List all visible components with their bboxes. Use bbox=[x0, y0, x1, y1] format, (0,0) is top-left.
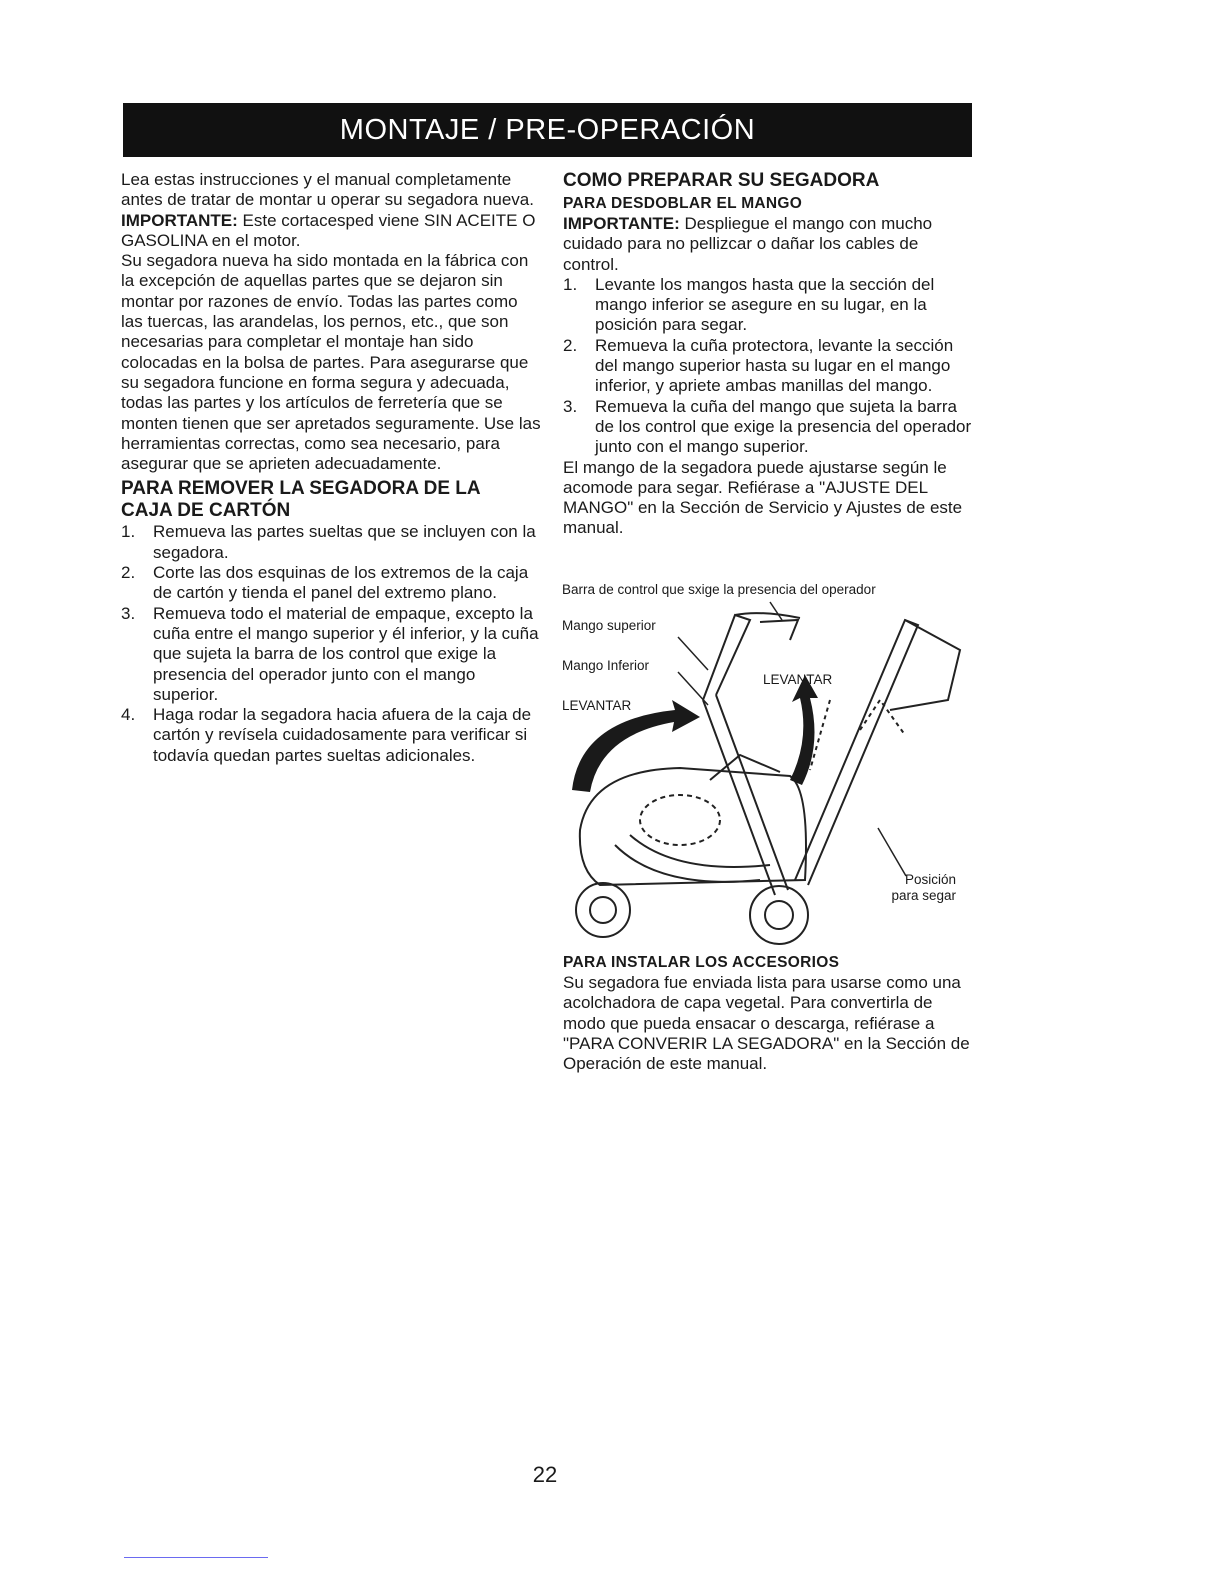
step-number: 2. bbox=[563, 335, 578, 355]
list-item bbox=[121, 563, 541, 604]
subheading-accessories: PARA INSTALAR LOS ACCESORIOS bbox=[563, 954, 840, 971]
body-paragraph: Su segadora nueva ha sido montada en la fábrica con la excepción de aquellas partes que se dejaron sin montar por razones de envío. Todas las partes como las tuercas, las arandelas, los pernos, etc., que son necesarias para completar el montaje han sido colocadas en la bolsa de partes. Para asegurarse que su segadora funcione en forma segura y adecuada, todas las partes y los artículos de ferretería que se monten tienen que ser apretados seguramente. Use las herramientas correctas, como sea necesario, para asegurar que se aprieten adecuadamente. bbox=[121, 251, 541, 474]
mower-deck bbox=[580, 768, 806, 885]
front-wheel bbox=[750, 886, 808, 944]
step-number: 1. bbox=[563, 274, 578, 294]
section-heading-prepare: COMO PREPARAR SU SEGADORA bbox=[563, 170, 880, 191]
list-item bbox=[121, 522, 541, 563]
page-number: 22 bbox=[532, 1462, 558, 1487]
label-position-line-2: para segar bbox=[891, 888, 957, 903]
handle-adjust-paragraph: El mango de la segadora puede ajustarse según le acomode para segar. Refiérase a "AJUSTE DEL MANGO" en la Sección de Servicio y Ajustes de este manual. bbox=[563, 457, 963, 538]
rear-wheel bbox=[576, 883, 630, 937]
section-heading-remove: PARA REMOVER LA SEGADORA DE LA CAJA DE CARTÓN bbox=[121, 478, 480, 522]
intro-paragraph: Lea estas instrucciones y el manual completamente antes de tratar de montar u operar su segadora nueva. bbox=[121, 170, 534, 210]
list-item bbox=[563, 336, 973, 397]
left-column bbox=[121, 170, 541, 766]
step-text: Remueva las partes sueltas que se incluyen con la segadora. bbox=[153, 522, 536, 562]
step-number: 2. bbox=[121, 563, 136, 583]
unfold-steps-list bbox=[563, 275, 973, 458]
list-item bbox=[121, 705, 541, 766]
engine-icon bbox=[640, 795, 720, 845]
label-lift-left: LEVANTAR bbox=[562, 698, 632, 713]
list-item bbox=[563, 397, 973, 458]
page-title: MONTAJE / PRE-OPERACIÓN bbox=[339, 114, 756, 146]
lift-arrow-right-icon bbox=[790, 675, 818, 785]
step-number: 3. bbox=[121, 603, 136, 623]
step-number: 1. bbox=[121, 522, 136, 542]
lower-handle bbox=[703, 695, 788, 895]
step-number: 4. bbox=[121, 705, 136, 725]
step-text: Haga rodar la segadora hacia afuera de la caja de cartón y revísela cuidadosamente para verificar si todavía quedan partes sueltas adicionales. bbox=[153, 705, 532, 765]
step-text: Remueva la cuña del mango que sujeta la barra de los control que exige la presencia del operador junto con el mango superior. bbox=[595, 396, 972, 457]
footer-divider bbox=[124, 1557, 268, 1558]
important-label: IMPORTANTE: bbox=[121, 210, 238, 230]
important-text: Despliegue el mango con mucho cuidado para no pellizcar o dañar los cables de control. bbox=[563, 214, 933, 274]
page-title-banner bbox=[123, 103, 972, 157]
mower-handle-figure bbox=[560, 580, 974, 950]
step-text: Remueva la cuña protectora, levante la sección del mango superior hasta su lugar en el mango inferior, y apriete ambas manillas del mango. bbox=[595, 335, 954, 396]
step-text: Levante los mangos hasta que la sección del mango inferior se asegure en su lugar, en la posición para segar. bbox=[595, 274, 935, 335]
remove-steps-list bbox=[121, 522, 541, 766]
list-item bbox=[121, 604, 541, 705]
handle-mowing-position bbox=[795, 620, 918, 885]
list-item bbox=[563, 275, 973, 336]
step-text: Remueva todo el material de empaque, excepto la cuña entre el mango superior y él inferior, y la cuña que sujeta la barra de los control que exige la presencia del operador junto con el mango superior. bbox=[153, 603, 539, 704]
label-position bbox=[890, 872, 956, 904]
upper-handle bbox=[703, 615, 750, 700]
step-number: 3. bbox=[563, 396, 578, 416]
important-note bbox=[121, 211, 541, 252]
step-text: Corte las dos esquinas de los extremos de la caja de cartón y tienda el panel del extremo plano. bbox=[153, 563, 529, 603]
accessories-paragraph: Su segadora fue enviada lista para usarse como una acolchadora de capa vegetal. Para convertirla de modo que pueda ensacar o descarga, refiérase a "PARA CONVERIR LA SEGADORA" en la Sección de Operación de este manual. bbox=[563, 973, 970, 1074]
label-lift-right: LEVANTAR bbox=[763, 672, 833, 687]
label-operator-bar: Barra de control que sxige la presencia del operador bbox=[562, 582, 876, 597]
label-position-line-1: Posición bbox=[905, 872, 957, 887]
right-column bbox=[563, 170, 973, 539]
important-note-right bbox=[563, 214, 973, 275]
important-text: Este cortacesped viene SIN ACEITE O GASOLINA en el motor. bbox=[121, 210, 536, 250]
accessories-section bbox=[563, 953, 973, 1074]
important-label: IMPORTANTE: bbox=[563, 214, 680, 233]
label-lower-handle: Mango Inferior bbox=[562, 658, 650, 673]
subheading-unfold: PARA DESDOBLAR EL MANGO bbox=[563, 195, 803, 212]
label-upper-handle: Mango superior bbox=[562, 618, 656, 633]
operator-control-bar bbox=[760, 620, 798, 640]
